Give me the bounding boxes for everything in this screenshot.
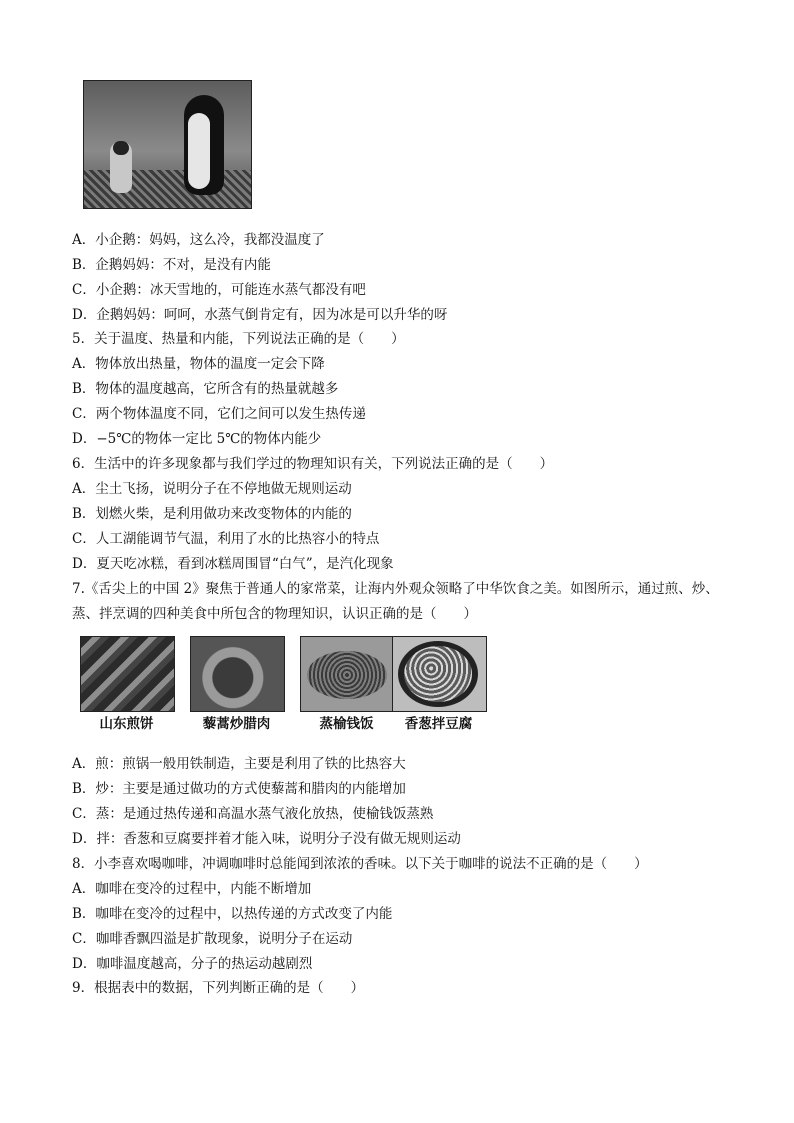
food-item-tofu — [392, 636, 485, 740]
food-item-lahrou — [190, 636, 283, 740]
q7-stem-line-1: 7.《舌尖上的中国 2》聚焦于普通人的家常菜，让海内外观众领略了中华饮食之美。如图所示，通过煎、炒、 — [72, 581, 719, 597]
q6-stem: 6．生活中的许多现象都与我们学过的物理知识有关，下列说法正确的是（ ） — [72, 456, 554, 472]
penguin-image — [83, 80, 252, 209]
q4-option-a: A．小企鹅：妈妈，这么冷，我都没温度了 — [72, 232, 325, 248]
q8-stem: 8．小李喜欢喝咖啡，冲调咖啡时总能闻到浓浓的香味。以下关于咖啡的说法不正确的是（ ） — [72, 856, 648, 872]
food-image-strip — [80, 636, 480, 744]
yuqian-rice-photo — [300, 636, 395, 712]
q9-stem: 9．根据表中的数据，下列判断正确的是（ ） — [72, 980, 365, 996]
q7-option-d: D．拌：香葱和豆腐要拌着才能入味，说明分子没有做无规则运动 — [72, 831, 461, 847]
q5-option-c: C．两个物体温度不同，它们之间可以发生热传递 — [72, 406, 366, 422]
q6-option-b: B．划燃火柴，是利用做功来改变物体的内能的 — [72, 506, 352, 522]
q4-option-c: C．小企鹅：冰天雪地的，可能连水蒸气都没有吧 — [72, 282, 366, 298]
baby-penguin — [110, 141, 132, 193]
tofu-photo — [392, 636, 487, 712]
q6-option-d: D．夏天吃冰糕，看到冰糕周围冒“白气”，是汽化现象 — [72, 556, 394, 572]
food-item-jianbing — [80, 636, 173, 740]
food-caption: 香葱拌豆腐 — [404, 716, 473, 732]
q5-option-d: D．−5℃的物体一定比 5℃的物体内能少 — [72, 431, 322, 447]
q4-option-d: D．企鹅妈妈：呵呵，水蒸气倒肯定有，因为冰是可以升华的呀 — [72, 307, 448, 323]
q6-option-a: A．尘土飞扬，说明分子在不停地做无规则运动 — [72, 481, 352, 497]
q4-option-b: B．企鹅妈妈：不对，是没有内能 — [72, 257, 271, 273]
q7-option-b: B．炒：主要是通过做功的方式使藜蒿和腊肉的内能增加 — [72, 781, 406, 797]
q7-stem-line-2: 蒸、拌烹调的四种美食中所包含的物理知识，认识正确的是（ ） — [72, 606, 477, 622]
q8-option-a: A．咖啡在变冷的过程中，内能不断增加 — [72, 881, 312, 897]
q7-option-c: C．蒸：是通过热传递和高温水蒸气液化放热，使榆钱饭蒸熟 — [72, 806, 434, 822]
food-caption: 藜蒿炒腊肉 — [202, 716, 271, 732]
food-item-yuqian-rice — [300, 636, 393, 740]
q5-option-b: B．物体的温度越高，它所含有的热量就越多 — [72, 381, 339, 397]
q8-option-c: C．咖啡香飘四溢是扩散现象，说明分子在运动 — [72, 931, 353, 947]
q5-option-a: A．物体放出热量，物体的温度一定会下降 — [72, 356, 325, 372]
food-caption: 山东煎饼 — [99, 716, 154, 732]
mother-penguin — [184, 95, 224, 195]
q8-option-b: B．咖啡在变冷的过程中，以热传递的方式改变了内能 — [72, 906, 393, 922]
food-caption: 蒸榆钱饭 — [319, 716, 374, 732]
jianbing-photo — [80, 636, 175, 712]
lahrou-photo — [190, 636, 285, 712]
q7-option-a: A．煎：煎锅一般用铁制造，主要是利用了铁的比热容大 — [72, 756, 406, 772]
q8-option-d: D．咖啡温度越高，分子的热运动越剧烈 — [72, 956, 313, 972]
q6-option-c: C．人工湖能调节气温，利用了水的比热容小的特点 — [72, 531, 380, 547]
q5-stem: 5．关于温度、热量和内能，下列说法正确的是（ ） — [72, 331, 405, 347]
